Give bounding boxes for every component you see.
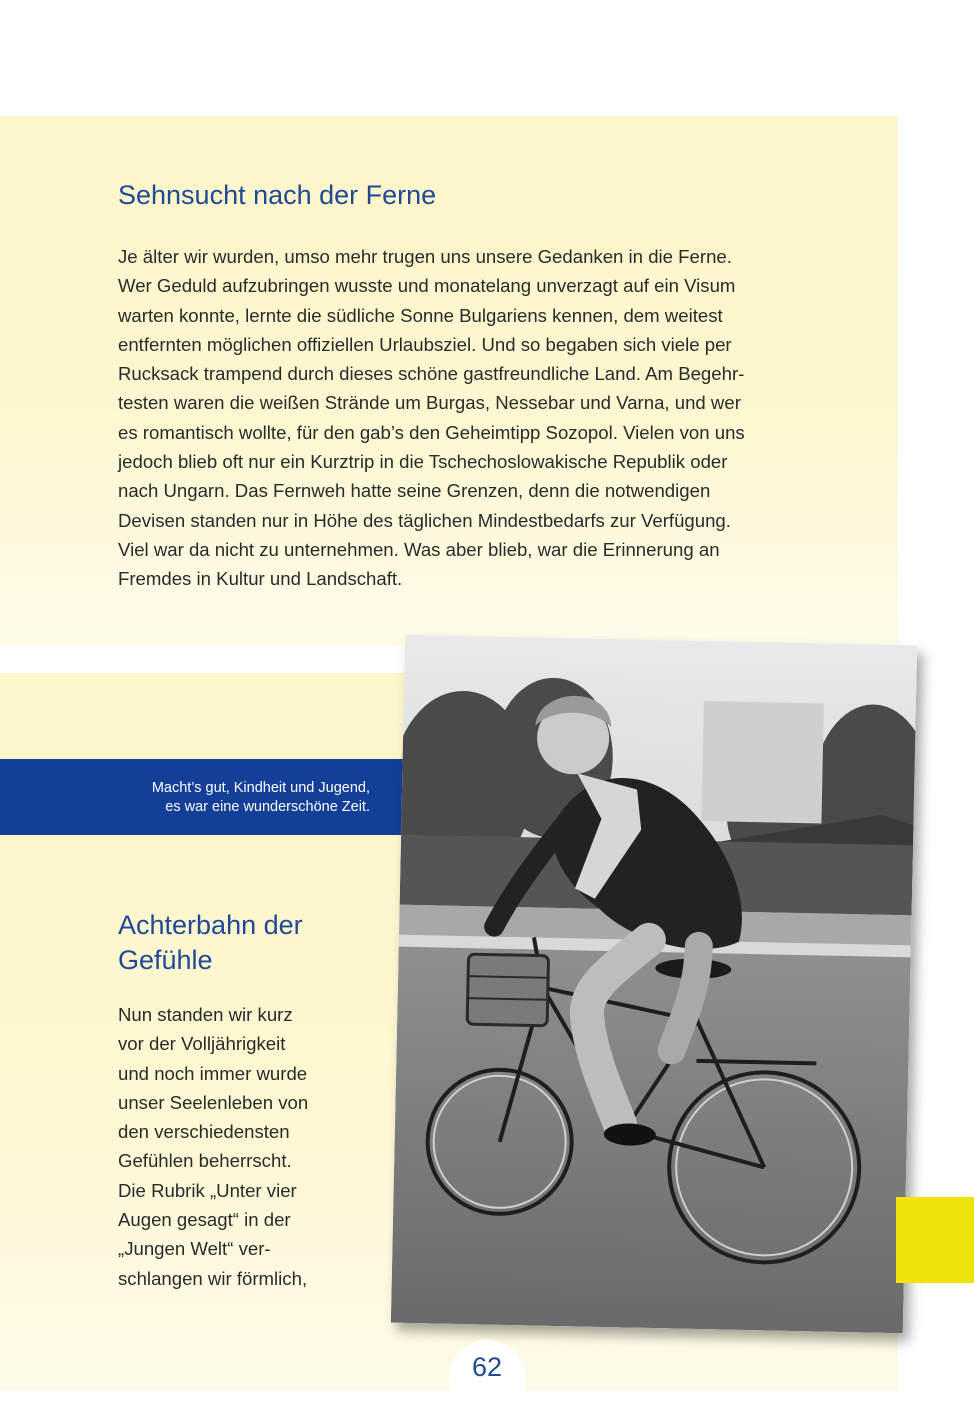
text-line: testen waren die weißen Strände um Burgas, Nessebar und Varna, und wer (118, 392, 741, 414)
text-line: Viel war da nicht zu unternehmen. Was aber blieb, war die Erinnerung an (118, 538, 720, 560)
section-body-achterbahn (118, 1000, 348, 1293)
section-title-achterbahn (118, 908, 378, 978)
text-line: Augen gesagt“ in der (118, 1209, 291, 1231)
text-line: unser Seelenleben von (118, 1091, 309, 1113)
title-line: Achterbahn der (118, 910, 303, 940)
text-line: Fremdes in Kultur und Landschaft. (118, 568, 403, 590)
text-line: warten konnte, lernte die südliche Sonne Bulgariens kennen, dem weitest (118, 304, 723, 326)
text-line: vor der Volljährigkeit (118, 1033, 286, 1055)
bicycle-photo (391, 635, 917, 1334)
text-line: Gefühlen beherrscht. (118, 1150, 292, 1172)
text-line: Die Rubrik „Unter vier (118, 1179, 297, 1201)
page-edge-tab (896, 1197, 974, 1283)
caption-band (0, 759, 404, 835)
text-line: Wer Geduld aufzubringen wusste und monatelang unverzagt auf ein Visum (118, 275, 736, 297)
caption-line: Macht’s gut, Kindheit und Jugend, (151, 780, 370, 796)
caption-line: es war eine wunderschöne Zeit. (165, 799, 370, 815)
text-line: nach Ungarn. Das Fernweh hatte seine Grenzen, denn die notwendigen (118, 480, 711, 502)
text-line: und noch immer wurde (118, 1062, 308, 1084)
text-line: Je älter wir wurden, umso mehr trugen uns unsere Gedanken in die Ferne. (118, 246, 732, 267)
text-line: den verschiedensten (118, 1121, 290, 1143)
section-title-sehnsucht: Sehnsucht nach der Ferne (118, 180, 437, 210)
text-line: schlangen wir förmlich, (118, 1267, 308, 1289)
text-line: es romantisch wollte, für den gab’s den Geheimtipp Sozopol. Vielen von uns (118, 421, 745, 443)
text-line: Nun standen wir kurz (118, 1004, 293, 1025)
text-line: Devisen standen nur in Höhe des täglichen Mindestbedarfs zur Verfügung. (118, 509, 731, 531)
section-body-sehnsucht (118, 242, 863, 594)
text-line: jedoch blieb oft nur ein Kurztrip in die Tschechoslowakische Republik oder (118, 451, 728, 473)
photo-caption (152, 779, 370, 817)
text-line: entfernten möglichen offiziellen Urlaubsziel. Und so begaben sich viele per (118, 333, 732, 355)
page-number-badge (449, 1340, 525, 1406)
title-line: Gefühle (118, 945, 213, 975)
bicycle-photo-image (391, 635, 917, 1334)
text-line: Rucksack trampend durch dieses schöne gastfreundliche Land. Am Begehr- (118, 363, 745, 385)
page-number: 62 (471, 1352, 503, 1382)
text-line: „Jungen Welt“ ver- (118, 1238, 271, 1260)
